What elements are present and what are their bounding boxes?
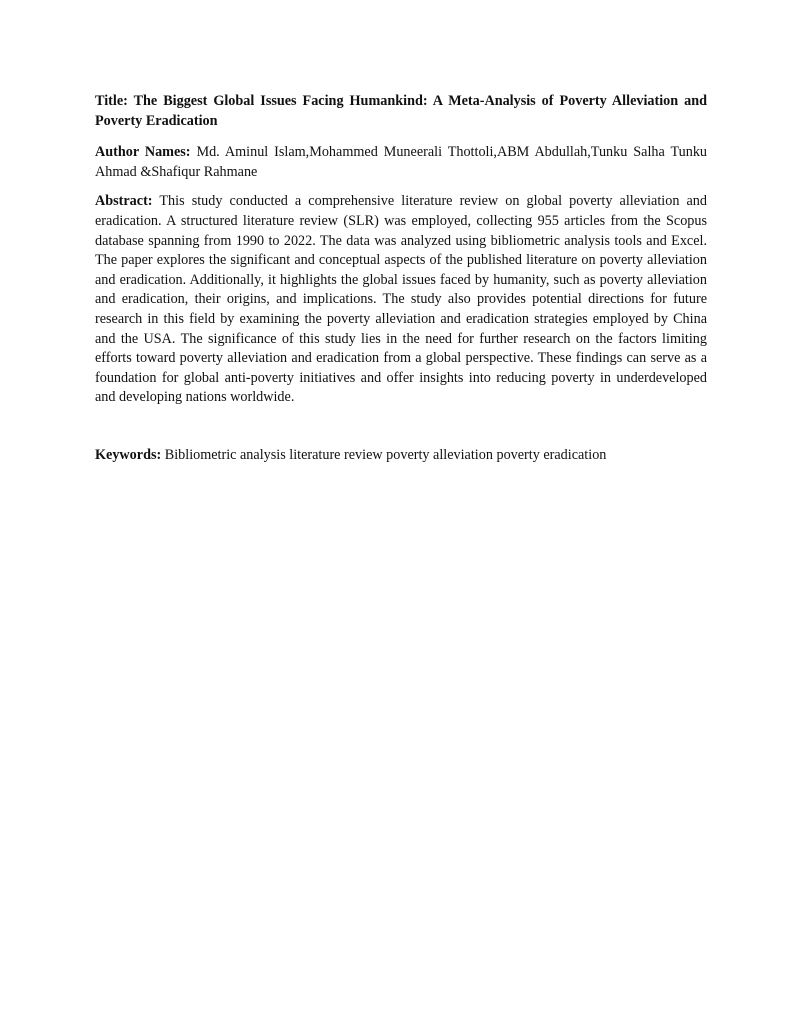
keywords-label: Keywords:	[95, 446, 162, 463]
paper-page	[95, 92, 707, 476]
paper-title	[95, 92, 707, 131]
title-label: Title:	[95, 93, 128, 109]
abstract-text: This study conducted a comprehensive literature review on global poverty alleviation and eradication. A structured literature review (SLR) was employed, collecting 955 articles from the Scopus database spanning from 1990 to 2022. The data was analyzed using bibliometric analysis tools and Excel. The paper explores the significant and conceptual aspects of the published literature on poverty alleviation and eradication. Additionally, it highlights the global issues faced by humanity, such as poverty alleviation and eradication, their origins, and implications. The study also provides potential directions for future research in this field by examining the poverty alleviation and eradication strategies employed by China and the USA. The significance of this study lies in the need for further research on the factors limiting efforts toward poverty alleviation and eradication from a global perspective. These findings can serve as a foundation for global anti-poverty initiatives and offer insights into reducing poverty in underdeveloped and developing nations worldwide.	[95, 193, 707, 406]
abstract	[95, 192, 707, 408]
authors-label: Author Names:	[95, 144, 191, 161]
keywords	[95, 446, 707, 466]
abstract-label: Abstract:	[95, 193, 153, 210]
keywords-text: Bibliometric analysis literature review poverty alleviation poverty eradication	[164, 446, 607, 463]
authors-text: Md. Aminul Islam,Mohammed Muneerali Thottoli,ABM Abdullah,Tunku Salha Tunku Ahmad &Shafiqur Rahmane	[95, 144, 708, 180]
author-names	[95, 143, 707, 182]
title-text: The Biggest Global Issues Facing Humankind: A Meta-Analysis of Poverty Alleviation and Poverty Eradication	[95, 93, 707, 129]
